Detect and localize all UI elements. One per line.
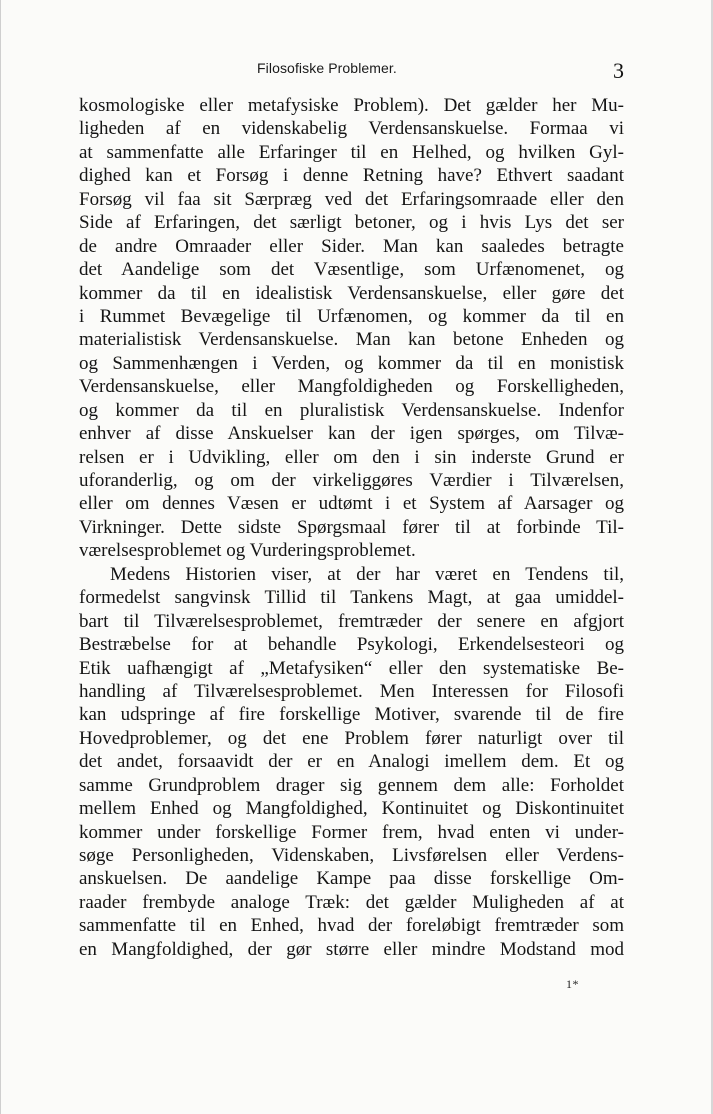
text-line: søge Personligheden, Videnskaben, Livsførelsen eller Verdens- (79, 845, 624, 866)
text-line: og kommer da til en pluralistisk Verdensanskuelse. Indenfor (79, 399, 624, 421)
text-line: Side af Erfaringen, det særligt betoner, og i hvis Lys det ser (79, 212, 624, 234)
text-line: dighed kan et Forsøg i denne Retning have? Ethvert saadant (79, 165, 624, 187)
text-line: en Mangfoldighed, der gør større eller mindre Modstand mod (79, 938, 624, 960)
text-line: kommer da til en idealistisk Verdensanskuelse, eller gøre det (79, 282, 624, 304)
text-line: enhver af disse Anskuelser kan der igen spørges, om Tilvæ- (79, 423, 624, 445)
text-line: de andre Omraader eller Sider. Man kan saaledes betragte (79, 235, 624, 257)
text-line: det Aandelige som det Væsentlige, som Urfænomenet, og (79, 259, 624, 281)
text-line: og Sammenhængen i Verden, og kommer da til en monistisk (79, 352, 624, 374)
text-line: formedelst sangvinsk Tillid til Tankens Magt, at gaa umiddel- (79, 587, 624, 609)
text-line: Etik uafhængigt af „Metafysiken“ eller den systematiske Be- (79, 657, 624, 679)
text-line: sammenfatte til en Enhed, hvad der foreløbigt fremtræder som (79, 915, 624, 937)
paragraph-end-line: værelsesproblemet og Vurderingsproblemet. (79, 540, 416, 562)
body-text (79, 94, 624, 961)
text-line: samme Grundproblem drager sig gennem dem alle: Forholdet (79, 774, 624, 796)
text-line: ligheden af en videnskabelig Verdensanskuelse. Formaa vi (79, 118, 624, 140)
text-line: bart til Tilværelsesproblemet, fremtræder der senere en afgjort (79, 610, 624, 632)
text-line: Hovedproblemer, og det ene Problem fører naturligt over til (79, 727, 624, 749)
text-line: uforanderlig, og om der virkeliggøres Værdier i Tilværelsen, (79, 470, 624, 491)
text-line: kosmologiske eller metafysiske Problem). Det gælder her Mu- (79, 95, 624, 116)
text-line: handling af Tilværelsesproblemet. Men Interessen for Filosofi (79, 680, 624, 702)
text-line: anskuelsen. De aandelige Kampe paa disse forskellige Om- (79, 868, 624, 890)
text-line: raader frembyde analoge Træk: det gælder Muligheden af at (79, 891, 624, 913)
text-line: materialistisk Verdensanskuelse. Man kan betone Enheden og (79, 329, 624, 351)
page-header (79, 60, 624, 84)
text-line: relsen er i Udvikling, eller om den i sin inderste Grund er (79, 446, 624, 468)
text-line: det andet, forsaavidt der er en Analogi imellem dem. Et og (79, 751, 624, 773)
text-line: Forsøg vil faa sit Særpræg ved det Erfaringsomraade eller den (79, 188, 624, 210)
paragraph-start-line: Medens Historien viser, at der har været en Tendens til, (110, 563, 624, 585)
text-line: Bestræbelse for at behandle Psykologi, Erkendelsesteori og (79, 634, 624, 656)
text-line: Virkninger. Dette sidste Spørgsmaal fører til at forbinde Til- (79, 516, 624, 538)
running-title: Filosofiske Problemer. (257, 60, 397, 76)
text-line: eller om dennes Væsen er udtømt i et System af Aarsager og (79, 493, 624, 515)
text-line: kommer under forskellige Former frem, hvad enten vi under- (79, 821, 624, 843)
text-line: at sammenfatte alle Erfaringer til en Helhed, og hvilken Gyl- (79, 141, 624, 163)
text-line: kan udspringe af fire forskellige Motiver, svarende til de fire (79, 704, 624, 726)
text-line: Verdensanskuelse, eller Mangfoldigheden og Forskelligheden, (79, 376, 624, 398)
text-line: i Rummet Bevægelige til Urfænomen, og kommer da til en (79, 305, 624, 327)
page-number: 3 (613, 58, 624, 83)
text-line: mellem Enhed og Mangfoldighed, Kontinuitet og Diskontinuitet (79, 798, 624, 820)
printer-signature: 1* (566, 977, 579, 991)
